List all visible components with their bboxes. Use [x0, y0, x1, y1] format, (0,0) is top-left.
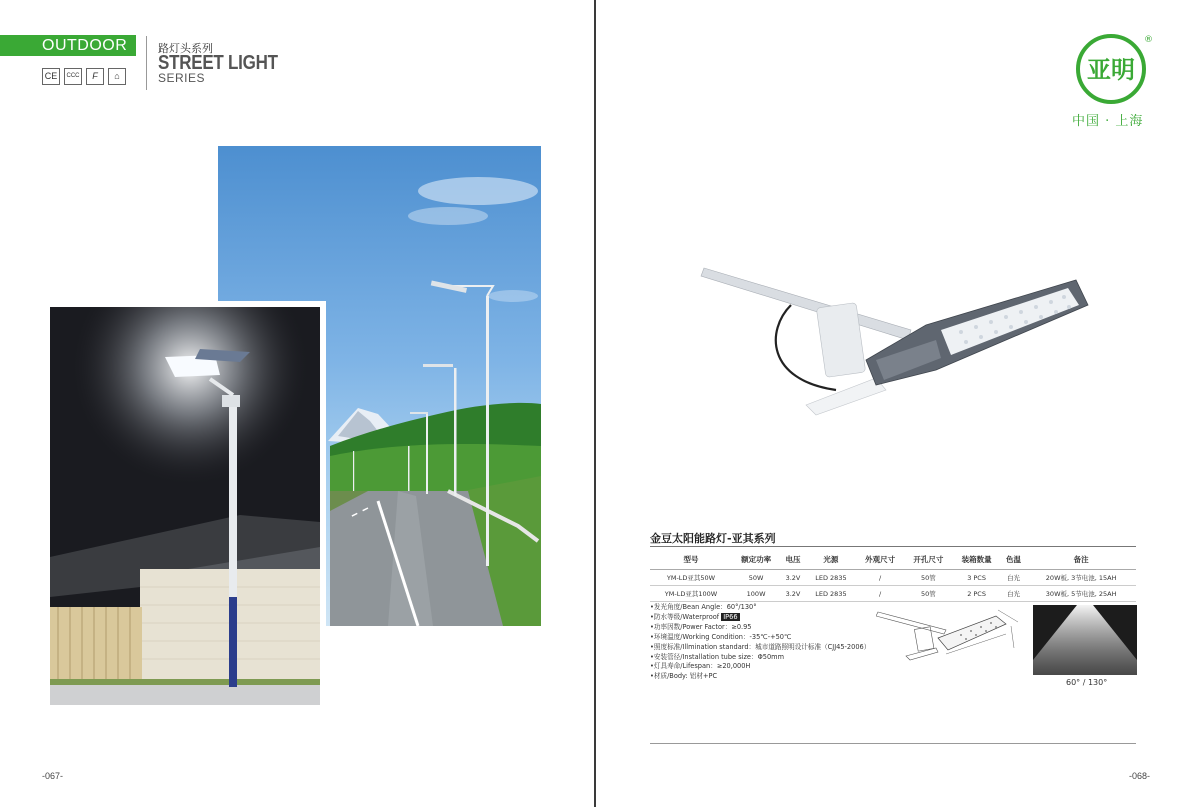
night-scene-illustration [50, 307, 320, 705]
header-cutout: 开孔尺寸 [904, 550, 952, 570]
header-packing-qty: 装箱数量 [952, 550, 1000, 570]
feature-waterproof-label: •防水等级/Waterproof [650, 612, 720, 621]
table-row [650, 570, 1136, 586]
cell-voltage: 3.2V [780, 570, 806, 586]
cell-cutout: 50管 [904, 586, 952, 602]
cell-color-temp: 白光 [1001, 570, 1027, 586]
spec-table-header-row [650, 550, 1136, 570]
cell-dimensions: / [856, 586, 904, 602]
series-title-cn: 路灯头系列 [158, 42, 213, 55]
header-dimensions: 外观尺寸 [856, 550, 904, 570]
ccc-mark-icon: CCC [64, 68, 82, 85]
cell-model: YM-LD亚其100W [650, 586, 732, 602]
cell-power: 50W [732, 570, 780, 586]
header-model: 型号 [650, 550, 732, 570]
cell-packing-qty: 3 PCS [952, 570, 1000, 586]
header-light-source: 光源 [806, 550, 856, 570]
cell-dimensions: / [856, 570, 904, 586]
feature-lifespan: •灯具寿命/Lifespan：≥20,000H [650, 662, 751, 671]
cell-notes: 20W板, 3节电池, 15AH [1026, 570, 1136, 586]
feature-illumination-standard: •照度标准/Illmination standard：城市道路照明设计标准（CJJ45-2006） [650, 642, 871, 651]
spec-table [650, 550, 1136, 602]
product-title: 金豆太阳能路灯-亚其系列 [650, 532, 776, 545]
feature-waterproof [650, 613, 870, 623]
cell-power: 100W [732, 586, 780, 602]
cell-notes: 30W板, 5节电池, 25AH [1026, 586, 1136, 602]
feature-list [650, 603, 870, 682]
feature-body-material: •材质/Body: 铝材+PC [650, 672, 718, 681]
ip-rating-badge: IP66 [723, 612, 738, 621]
header-divider [146, 36, 147, 90]
feature-power-factor: •功率因数/Power Factor：≥0.95 [650, 622, 752, 631]
logo-text: 亚明 [1087, 56, 1135, 84]
cell-cutout: 50管 [904, 570, 952, 586]
page-number-right: -068- [1129, 771, 1151, 781]
table-row [650, 586, 1136, 602]
feature-working-condition: •环境温度/Working Condition：-35℃-+50℃ [650, 632, 792, 641]
brand-city: 中国 · 上海 [1072, 114, 1144, 129]
registered-mark: ® [1144, 35, 1153, 45]
cell-packing-qty: 2 PCS [952, 586, 1000, 602]
cell-voltage: 3.2V [780, 586, 806, 602]
outdoor-label: OUTDOOR [42, 37, 128, 54]
f-mark-icon: F [86, 68, 104, 85]
page-number-left: -067- [42, 771, 64, 781]
cell-color-temp: 白光 [1001, 586, 1027, 602]
cell-light-source: LED 2835 [806, 570, 856, 586]
dimension-drawing [876, 608, 1026, 664]
indoor-mark-icon: ⌂ [108, 68, 126, 85]
cell-model: YM-LD亚其50W [650, 570, 732, 586]
header-notes: 备注 [1026, 550, 1136, 570]
feature-beam-angle: •发光角度/Bean Angle：60°/130° [650, 603, 757, 611]
footer-rule [650, 743, 1136, 744]
certification-icons [42, 68, 126, 85]
solar-street-light-product-image [696, 260, 1096, 420]
beam-angle-diagram [1033, 605, 1137, 675]
ce-mark-icon: CE [42, 68, 60, 85]
header-color-temp: 色温 [1001, 550, 1027, 570]
feature-tube-size: •安装管径/Installation tube size：Φ50mm [650, 652, 785, 661]
series-title-en: STREET LIGHT [158, 52, 278, 74]
header-voltage: 电压 [780, 550, 806, 570]
cell-light-source: LED 2835 [806, 586, 856, 602]
beam-angle-label: 60° / 130° [1066, 678, 1108, 687]
night-street-light-photo [50, 307, 320, 705]
outdoor-tag [0, 35, 136, 56]
header-power: 额定功率 [732, 550, 780, 570]
yaming-logo-icon [1074, 32, 1154, 112]
title-rule [650, 546, 1136, 547]
beam-angle-light-icon [1033, 605, 1137, 675]
series-subtitle: SERIES [158, 71, 206, 85]
right-page [596, 0, 1190, 807]
